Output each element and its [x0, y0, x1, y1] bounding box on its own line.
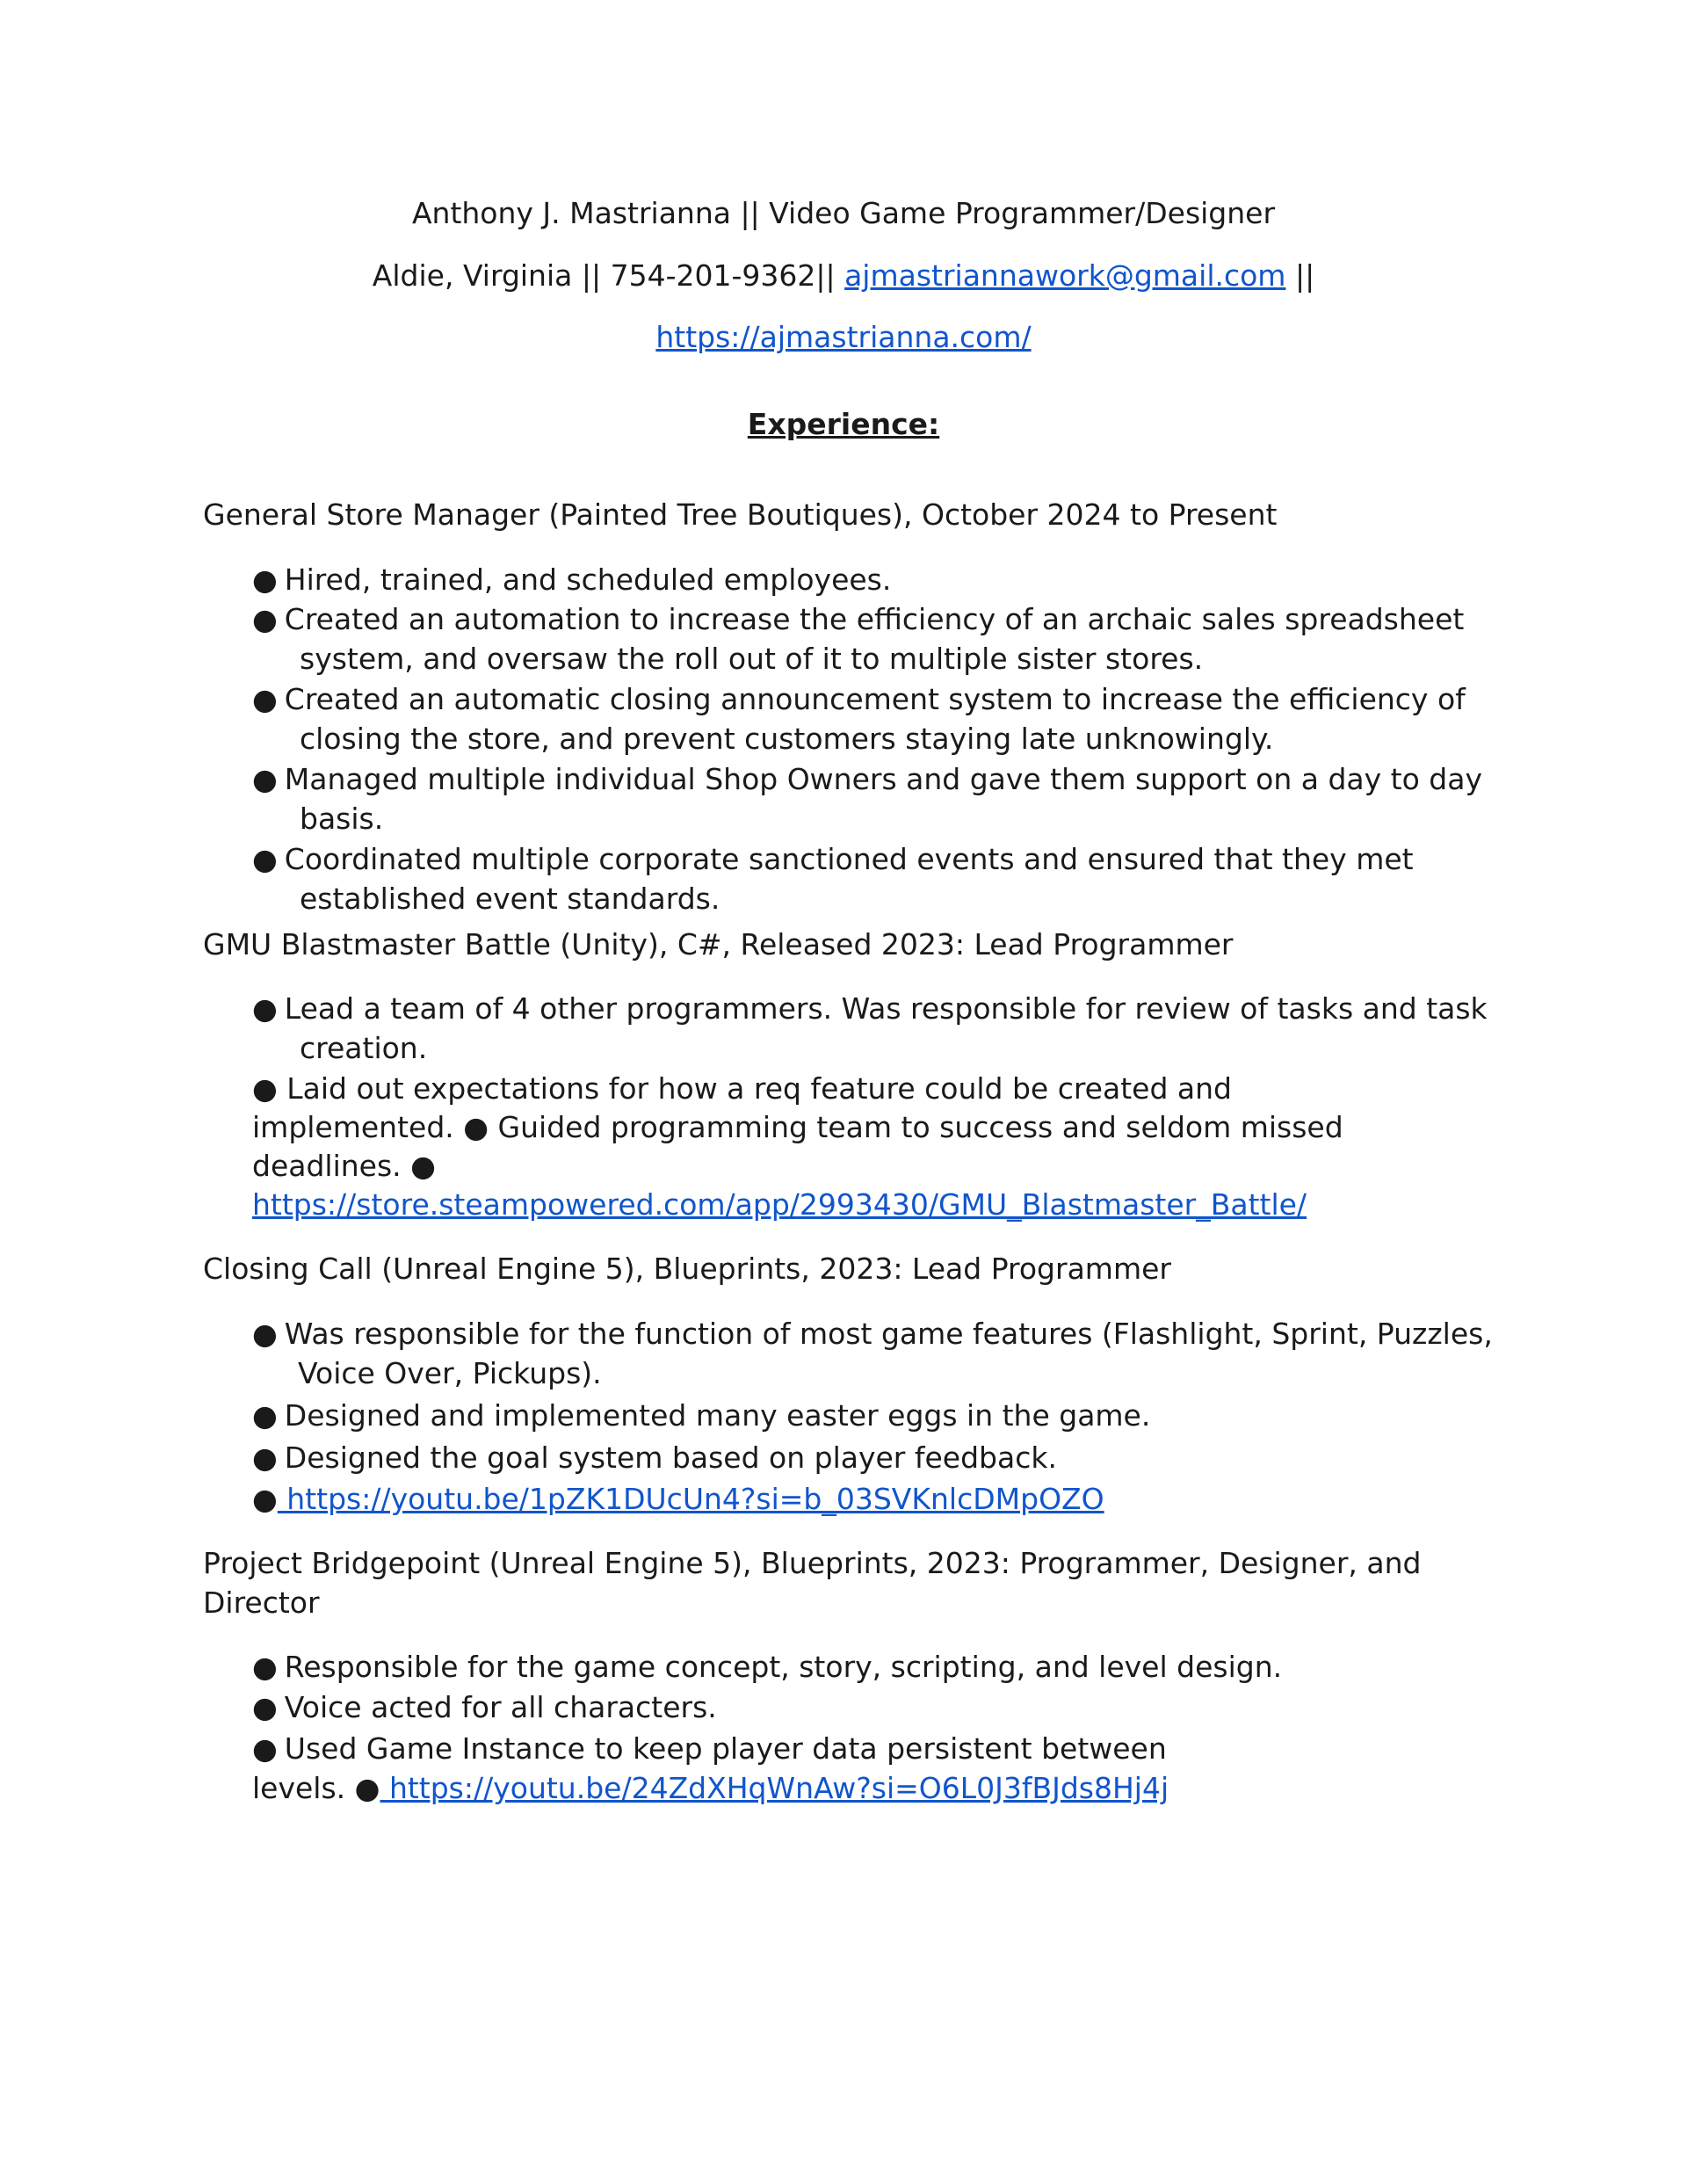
bullet-glyph: ● [252, 1482, 278, 1516]
website-line [0, 318, 1687, 357]
steam-link-text[interactable]: https://store.steampowered.com/app/2993430/GMU_Blastmaster_Battle/ [252, 1187, 1307, 1222]
bullet-text: Coordinated multiple corporate sanctioned events and ensured that they met [284, 842, 1414, 876]
job-title: General Store Manager (Painted Tree Boutiques), October 2024 to Present [203, 497, 1278, 532]
bullet-text: Managed multiple individual Shop Owners and gave them support on a day to day [284, 762, 1482, 796]
bullet-item [252, 1648, 1282, 1687]
contact-prefix: Aldie, Virginia || 754-201-9362|| [372, 258, 845, 293]
bullet-glyph: ● [252, 762, 278, 796]
body-line: implemented. ● Guided programming team to success and seldom missed [252, 1110, 1343, 1144]
bullet-item [252, 1730, 1167, 1768]
job-title: Closing Call (Unreal Engine 5), Blueprints, 2023: Lead Programmer [203, 1252, 1171, 1286]
bullet-glyph: ● [252, 1317, 278, 1351]
bullet-item [252, 990, 1488, 1028]
bullet-glyph: ● [252, 842, 278, 876]
bullet-continuation: basis. [300, 802, 384, 836]
bullet-glyph: ● [252, 991, 278, 1026]
bullet-item [252, 1439, 1057, 1477]
bullet-text: Used Game Instance to keep player data persistent between [284, 1731, 1167, 1766]
bullet-glyph: ● [252, 1398, 278, 1433]
bullet-text: Responsible for the game concept, story, scripting, and level design. [284, 1650, 1283, 1684]
bullet-item [252, 840, 1414, 879]
bullet-text: Designed and implemented many easter eggs in the game. [284, 1398, 1151, 1433]
bullet-text: Created an automatic closing announcement system to increase the efficiency of [284, 682, 1466, 716]
bullet-item [252, 1688, 717, 1727]
bullet-continuation: closing the store, and prevent customers staying late unknowingly. [300, 722, 1274, 756]
bullet-continuation: system, and oversaw the roll out of it to multiple sister stores. [300, 642, 1204, 676]
contact-line [0, 257, 1687, 295]
bullet-tail-line [252, 1769, 1169, 1808]
bullet-item [252, 561, 891, 599]
bullet-text: Hired, trained, and scheduled employees. [284, 562, 892, 597]
body-line: deadlines. ● [252, 1149, 436, 1183]
bullet-item [252, 1480, 1104, 1519]
steam-link[interactable] [252, 1186, 1307, 1224]
bullet-item [252, 1397, 1150, 1435]
bullet-item [252, 600, 1464, 639]
bullet-glyph: ● [252, 1440, 278, 1475]
bullet-continuation: Voice Over, Pickups). [298, 1356, 602, 1390]
bullet-glyph: ● [252, 602, 278, 636]
bullet-item [252, 680, 1466, 719]
bullet-text: Was responsible for the function of most game features (Flashlight, Sprint, Puzzles, [284, 1317, 1493, 1351]
job-title-continuation: Director [203, 1585, 320, 1620]
email-link[interactable]: ajmastriannawork@gmail.com [844, 258, 1286, 293]
contact-suffix: || [1285, 258, 1315, 293]
bullet-item [252, 1315, 1493, 1353]
name-title-line: Anthony J. Mastrianna || Video Game Programmer/Designer [411, 196, 1276, 230]
bullet-glyph: ● [252, 1650, 278, 1684]
bullet-text: Voice acted for all characters. [284, 1690, 717, 1724]
bullet-glyph: ● [252, 682, 278, 716]
job-title: Project Bridgepoint (Unreal Engine 5), Blueprints, 2023: Programmer, Designer, and [203, 1546, 1422, 1580]
youtube-link-bridgepoint[interactable]: https://youtu.be/24ZdXHqWnAw?si=O6L0J3fBJds8Hj4j [380, 1771, 1169, 1805]
bullet-item [252, 760, 1482, 799]
bullet-text: Lead a team of 4 other programmers. Was responsible for review of tasks and task [284, 991, 1488, 1026]
experience-heading: Experience: [747, 407, 940, 441]
bullet-glyph: ● [252, 1731, 278, 1766]
bullet-glyph: ● [252, 1690, 278, 1724]
bullet-continuation: established event standards. [300, 882, 720, 916]
bullet-continuation: creation. [300, 1031, 428, 1065]
bullet-glyph: ● [252, 562, 278, 597]
bullet-text: Created an automation to increase the efficiency of an archaic sales spreadsheet [284, 602, 1465, 636]
tail-prefix: levels. ● [252, 1771, 380, 1805]
bullet-text: Designed the goal system based on player feedback. [284, 1440, 1057, 1475]
job-title: GMU Blastmaster Battle (Unity), C#, Released 2023: Lead Programmer [203, 927, 1234, 961]
youtube-link-closing-call[interactable]: https://youtu.be/1pZK1DUcUn4?si=b_03SVKnlcDMpOZO [277, 1482, 1104, 1516]
website-link[interactable]: https://ajmastrianna.com/ [655, 320, 1032, 354]
body-line: ● Laid out expectations for how a req feature could be created and [252, 1071, 1232, 1106]
